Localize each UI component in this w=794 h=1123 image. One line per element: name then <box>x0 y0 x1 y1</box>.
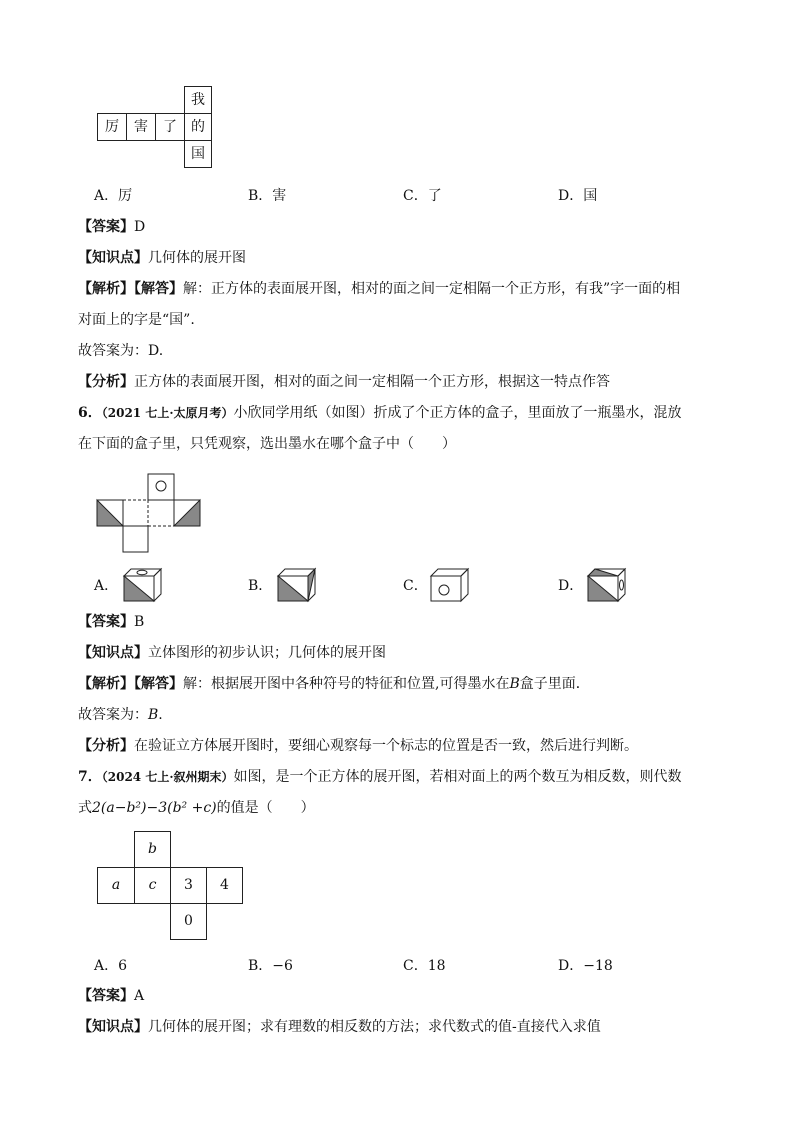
net-cell: 3 <box>170 867 207 904</box>
knowledge-point-line: 【知识点】立体图形的初步认识；几何体的展开图 <box>78 645 386 661</box>
net-cell-bottom: 国 <box>184 140 212 168</box>
cube-b-icon <box>276 567 318 603</box>
analysis-line: 【解析】【解答】解：正方体的表面展开图，相对的面之间一定相隔一个正方形，有我”字一面的相 <box>78 281 681 297</box>
option-a: A． <box>94 578 119 594</box>
option-d: D．国 <box>558 188 598 204</box>
net-cell: 了 <box>155 113 185 141</box>
knowledge-point-line: 【知识点】几何体的展开图 <box>78 250 246 266</box>
algebraic-expression: 2(a−b²)−3(b² +c) <box>92 800 217 816</box>
option-c: C．了 <box>403 188 442 204</box>
option-a: A．厉 <box>94 188 133 204</box>
net-cell: 厉 <box>97 113 127 141</box>
conclusion-line: 故答案为：B. <box>78 707 163 723</box>
option-b: B． <box>248 578 273 594</box>
question-6-stem: 6．（2021 七上·太原月考）小欣同学用纸（如图）折成了个正方体的盒子，里面放了一瓶墨水，混放 <box>78 405 682 421</box>
option-b: B．害 <box>248 188 287 204</box>
net-cell-top: b <box>134 831 171 868</box>
cube-c-icon <box>429 567 471 603</box>
fenxi-line: 【分析】正方体的表面展开图，相对的面之间一定相隔一个正方形，根据这一特点作答 <box>78 374 610 390</box>
net-cell: a <box>97 867 135 904</box>
analysis-line: 【解析】【解答】解：根据展开图中各种符号的特征和位置,可得墨水在B盒子里面． <box>78 676 590 692</box>
analysis-line-cont: 对面上的字是“国”. <box>78 312 195 328</box>
conclusion-line: 故答案为：D. <box>78 343 164 359</box>
net-cell: 害 <box>126 113 156 141</box>
q6-net-figure <box>96 472 206 554</box>
shaded-triangle <box>174 500 200 526</box>
question-7-stem: 7．（2024 七上·叙州期末）如图，是一个正方体的展开图，若相对面上的两个数互为相反数，则代数 <box>78 769 682 785</box>
knowledge-point-line: 【知识点】几何体的展开图；求有理数的相反数的方法；求代数式的值-直接代入求值 <box>78 1019 601 1035</box>
option-d: D．−18 <box>558 958 613 974</box>
answer-line: 【答案】B <box>78 614 145 630</box>
fenxi-line: 【分析】在验证立方体展开图时，要细心观察每一个标志的位置是否一致，然后进行判断。 <box>78 738 638 754</box>
answer-line: 【答案】A <box>78 988 145 1004</box>
option-d: D． <box>558 578 584 594</box>
net-cell: 4 <box>206 867 243 904</box>
question-7-stem-cont: 式2(a−b²)−3(b² +c)的值是（ ） <box>78 800 315 816</box>
question-6-stem-cont: 在下面的盒子里，只凭观察，选出墨水在哪个盒子中（ ） <box>78 436 456 452</box>
answer-line: 【答案】D <box>78 219 146 235</box>
net-cell: 的 <box>184 113 212 141</box>
cube-a-icon <box>122 567 164 603</box>
shaded-triangle <box>97 500 123 526</box>
option-b: B．−6 <box>248 958 293 974</box>
option-c: C．18 <box>403 958 446 974</box>
net-cell-bottom: 0 <box>170 903 207 940</box>
option-c: C． <box>403 578 428 594</box>
option-a: A．6 <box>94 958 128 974</box>
net-cell-top: 我 <box>184 86 212 114</box>
cube-d-icon <box>586 567 628 603</box>
net-cell: c <box>134 867 171 904</box>
